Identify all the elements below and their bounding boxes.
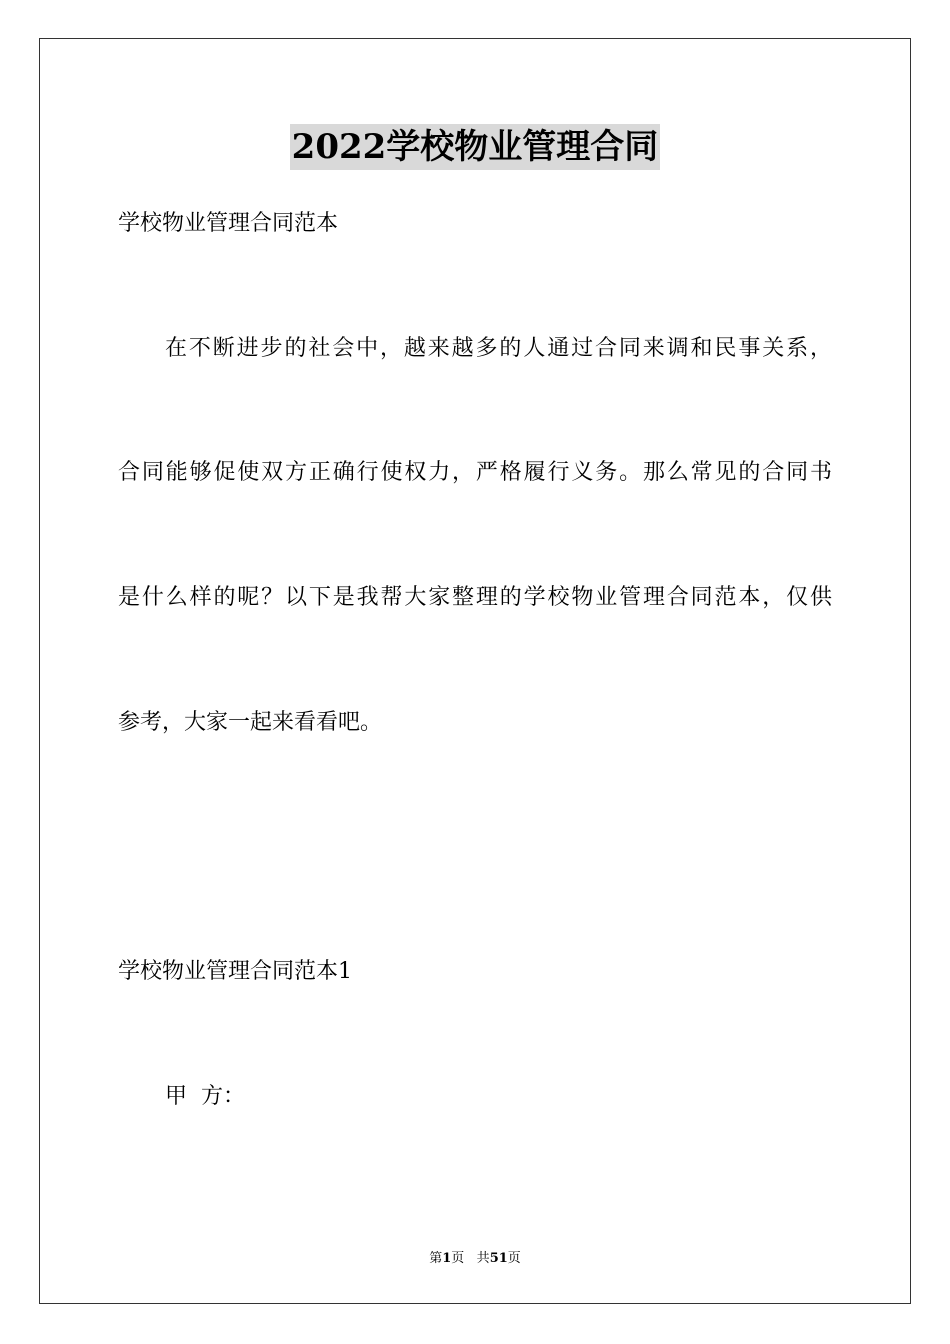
footer-total-pages: 51 — [489, 1251, 508, 1266]
intro-line-4: 参考，大家一起来看看吧。 — [118, 710, 383, 735]
party-a-label: 甲 方： — [165, 1084, 245, 1109]
section-heading: 学校物业管理合同范本1 — [118, 959, 352, 984]
page-footer — [0, 1247, 950, 1266]
footer-page-suffix: 页 — [451, 1251, 465, 1266]
intro-line-1: 在不断进步的社会中，越来越多的人通过合同来调和民事关系， — [165, 336, 832, 361]
intro-line-3: 是什么样的呢？以下是我帮大家整理的学校物业管理合同范本，仅供 — [118, 585, 832, 610]
footer-total-prefix: 共 — [476, 1251, 490, 1266]
document-subtitle: 学校物业管理合同范本 — [118, 211, 339, 236]
intro-line-2: 合同能够促使双方正确行使权力，严格履行义务。那么常见的合同书 — [118, 460, 832, 485]
footer-prefix: 第 — [429, 1251, 443, 1266]
document-title-text: 2022学校物业管理合同 — [290, 124, 661, 170]
footer-total-suffix: 页 — [507, 1251, 521, 1266]
footer-current-page: 1 — [442, 1251, 452, 1266]
document-title — [0, 124, 950, 170]
